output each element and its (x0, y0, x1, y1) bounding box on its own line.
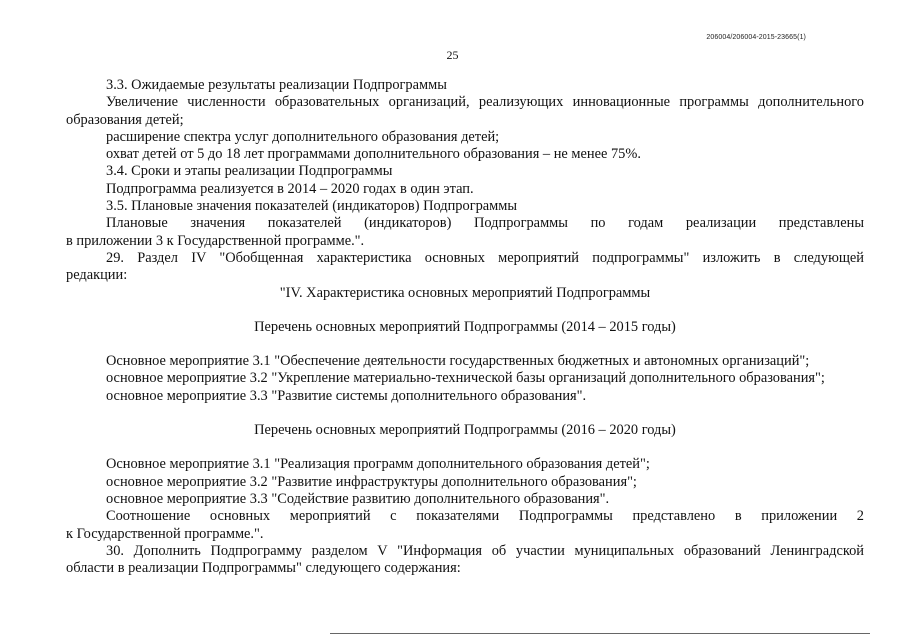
section-iv-heading: "IV. Характеристика основных мероприятий Подпрограммы (279, 284, 651, 301)
list-heading-2016-2020: Перечень основных мероприятий Подпрограммы (2016 – 2020 годы) (254, 422, 676, 439)
paragraph-line: области в реализации Подпрограммы" следующего содержания: (66, 560, 461, 577)
section-3-3-heading: 3.3. Ожидаемые результаты реализации Подпрограммы (106, 77, 447, 93)
paragraph-line: Соотношение основных мероприятий с показателями Подпрограммы представлено в приложении 2 (106, 508, 864, 525)
paragraph-line: образования детей; (66, 111, 184, 128)
list-heading-2014-2015: Перечень основных мероприятий Подпрограммы (2014 – 2015 годы) (254, 318, 676, 335)
list-item: основное мероприятие 3.3 "Развитие системы дополнительного образования". (106, 387, 587, 404)
paragraph-line: Подпрограмма реализуется в 2014 – 2020 годах в один этап. (106, 180, 474, 197)
section-3-4-heading: 3.4. Сроки и этапы реализации Подпрограммы (106, 163, 393, 180)
section-3-5-heading: 3.5. Плановые значения показателей (индикаторов) Подпрограммы (106, 198, 518, 215)
list-item: основное мероприятие 3.2 "Укрепление материально-технической базы организаций дополнительного образования"; (106, 370, 825, 387)
page-edge-line (330, 633, 870, 634)
paragraph-line: в приложении 3 к Государственной программе.". (66, 232, 365, 249)
page-number: 25 (446, 48, 459, 62)
document-id: 206004/206004-2015-23665(1) (706, 34, 806, 41)
document-body (66, 77, 864, 577)
paragraph-line: Плановые значения показателей (индикаторов) Подпрограммы по годам реализации представлены (106, 215, 864, 232)
paragraph-line: Увеличение численности образовательных организаций, реализующих инновационные программы дополнительного (106, 94, 864, 111)
list-item: Основное мероприятие 3.1 "Обеспечение деятельности государственных бюджетных и автономных организаций"; (106, 353, 810, 370)
list-item: Основное мероприятие 3.1 "Реализация программ дополнительного образования детей"; (106, 456, 650, 473)
paragraph-line: охват детей от 5 до 18 лет программами дополнительного образования – не менее 75%. (106, 146, 641, 163)
list-item: основное мероприятие 3.2 "Развитие инфраструктуры дополнительного образования"; (106, 473, 637, 490)
list-item: основное мероприятие 3.3 "Содействие развитию дополнительного образования". (106, 490, 610, 507)
paragraph-line: 30. Дополнить Подпрограмму разделом V "Информация об участии муниципальных образований Ленинградской (106, 542, 864, 559)
paragraph-line: редакции: (66, 267, 128, 284)
paragraph-line: 29. Раздел IV "Обобщенная характеристика основных мероприятий подпрограммы" изложить в следующей (106, 249, 864, 266)
paragraph-line: расширение спектра услуг дополнительного образования детей; (106, 128, 500, 145)
paragraph-line: к Государственной программе.". (66, 525, 264, 542)
